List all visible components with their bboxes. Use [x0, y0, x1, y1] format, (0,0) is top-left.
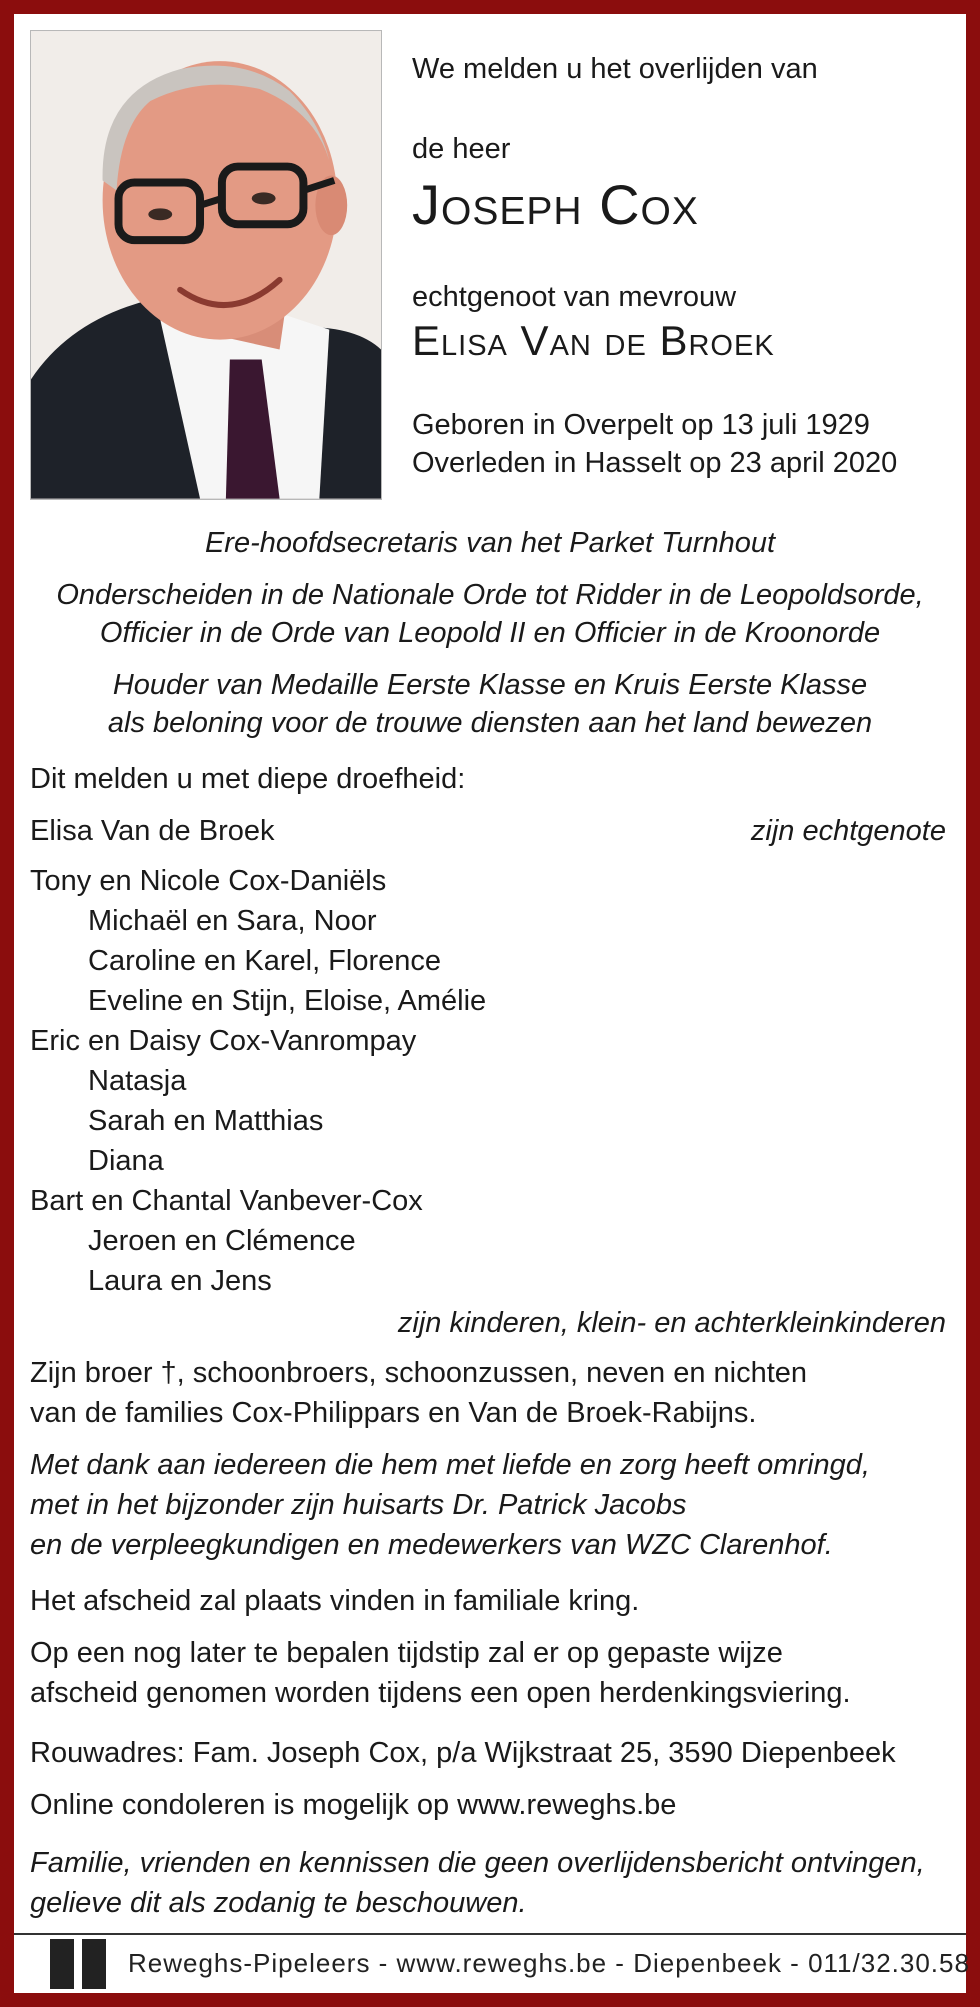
closing-line: gelieve dit als zodanig te beschouwen.: [30, 1887, 527, 1919]
spouse-list-name: Elisa Van de Broek: [30, 815, 275, 847]
funeral-home-logo: [50, 1939, 110, 1989]
relatives-line: Zijn broer †, schoonbroers, schoonzussen, neven en nichten: [30, 1357, 808, 1389]
death-line: Overleden in Hasselt op 23 april 2020: [412, 447, 898, 479]
farewell-text: Het afscheid zal plaats vinden in familiale kring.: [30, 1585, 640, 1617]
closing-line: Familie, vrienden en kennissen die geen overlijdensbericht ontvingen,: [30, 1847, 925, 1879]
honor-line: Houder van Medaille Eerste Klasse en Kruis Eerste Klasse: [112, 669, 868, 701]
later-line: afscheid genomen worden tijdens een open herdenkingsviering.: [30, 1677, 851, 1709]
family-member: Diana: [88, 1145, 164, 1177]
funeral-home-footer: [14, 1933, 970, 1993]
online-condolence-text: Online condoleren is mogelijk op www.reweghs.be: [30, 1789, 677, 1821]
family-member: Sarah en Matthias: [88, 1105, 324, 1137]
family-member: Laura en Jens: [88, 1265, 272, 1297]
children-role: zijn kinderen, klein- en achterkleinkinderen: [397, 1307, 946, 1339]
honor-line: Ere-hoofdsecretaris van het Parket Turnhout: [204, 527, 776, 559]
relatives-line: van de families Cox-Philippars en Van de Broek-Rabijns.: [30, 1397, 757, 1429]
birth-line: Geboren in Overpelt op 13 juli 1929: [412, 409, 870, 441]
title-prefix: de heer: [412, 133, 511, 165]
portrait-photo: [30, 30, 382, 500]
spouse-intro: echtgenoot van mevrouw: [412, 281, 737, 313]
later-line: Op een nog later te bepalen tijdstip zal er op gepaste wijze: [30, 1637, 783, 1669]
family-member: Eric en Daisy Cox-Vanrompay: [30, 1025, 417, 1057]
family-member: Tony en Nicole Cox-Daniëls: [30, 865, 387, 897]
thanks-line: met in het bijzonder zijn huisarts Dr. Patrick Jacobs: [30, 1489, 687, 1521]
thanks-line: en de verpleegkundigen en medewerkers van WZC Clarenhof.: [30, 1529, 833, 1561]
spouse-name: Elisa Van de Broek: [412, 317, 775, 364]
address-text: Rouwadres: Fam. Joseph Cox, p/a Wijkstraat 25, 3590 Diepenbeek: [30, 1737, 896, 1769]
family-member: Bart en Chantal Vanbever-Cox: [30, 1185, 423, 1217]
footer-text: Reweghs-Pipeleers - www.reweghs.be - Diepenbeek - 011/32.30.58: [128, 1948, 970, 1978]
intro-text: We melden u het overlijden van: [412, 53, 818, 85]
announce-text: Dit melden u met diepe droefheid:: [30, 763, 466, 795]
family-member: Eveline en Stijn, Eloise, Amélie: [88, 985, 487, 1017]
honor-line: als beloning voor de trouwe diensten aan het land bewezen: [107, 707, 873, 739]
honor-line: Onderscheiden in de Nationale Orde tot Ridder in de Leopoldsorde,: [56, 579, 924, 611]
family-member: Jeroen en Clémence: [88, 1225, 356, 1257]
obituary-card: [14, 14, 970, 1993]
thanks-line: Met dank aan iedereen die hem met liefde en zorg heeft omringd,: [30, 1449, 870, 1481]
portrait-illustration: [31, 31, 381, 499]
family-member: Natasja: [88, 1065, 187, 1097]
family-member: Caroline en Karel, Florence: [88, 945, 442, 977]
spouse-role: zijn echtgenote: [750, 815, 946, 847]
family-member: Michaël en Sara, Noor: [88, 905, 377, 937]
honor-line: Officier in de Orde van Leopold II en Officier in de Kroonorde: [99, 617, 881, 649]
deceased-name: Joseph Cox: [412, 173, 699, 236]
